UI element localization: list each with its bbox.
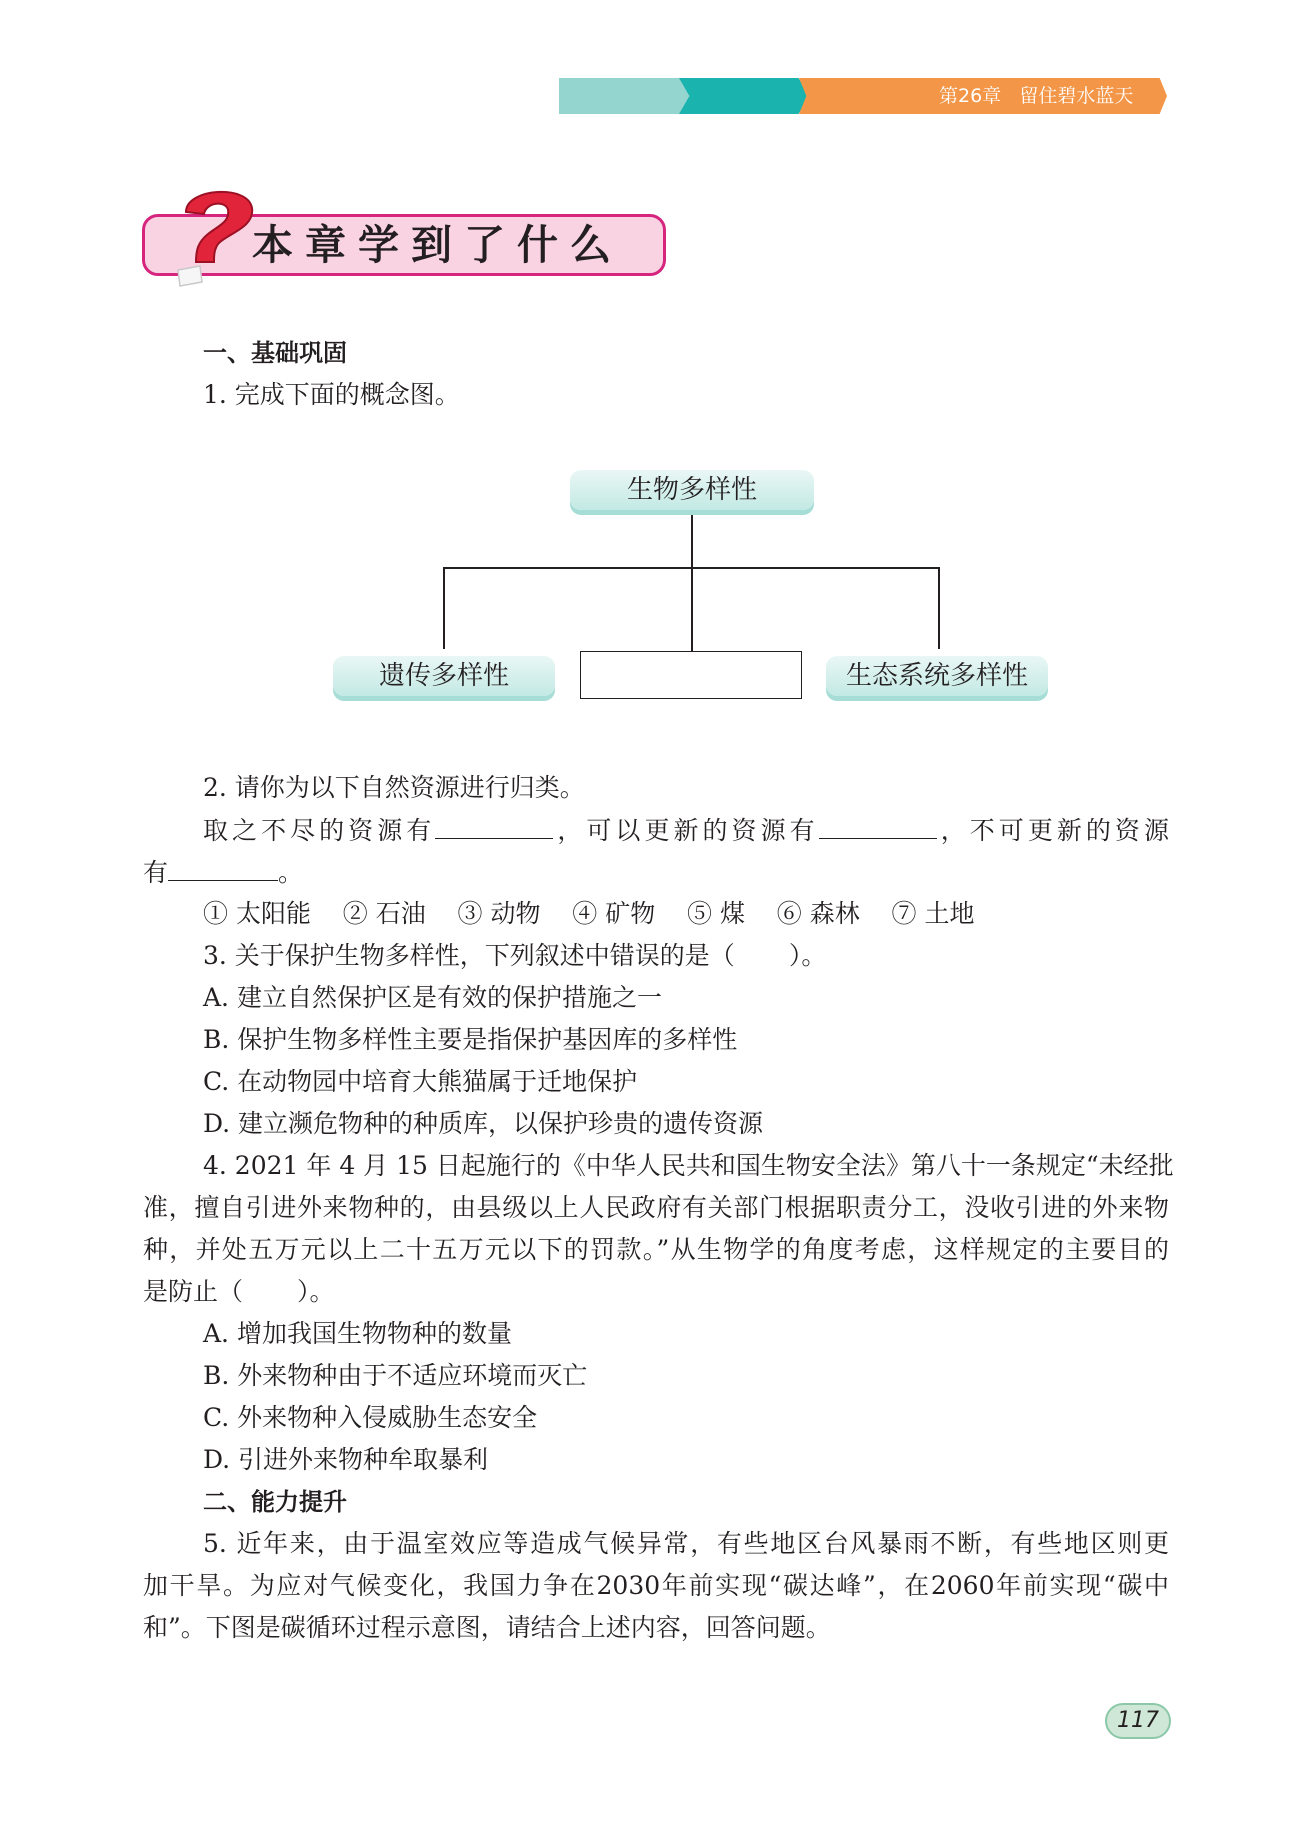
question-4-line-3: 种，并处五万元以上二十五万元以下的罚款。”从生物学的角度考虑，这样规定的主要目的 xyxy=(143,1235,1169,1264)
question-1-text: 1. 完成下面的概念图。 xyxy=(203,380,460,409)
q2-label-renewable: ，可以更新的资源有 xyxy=(553,816,819,845)
resource-option-2: ② 石油 xyxy=(342,899,426,928)
q4-option-b[interactable]: B. 外来物种由于不适应环境而灭亡 xyxy=(203,1361,588,1390)
question-2-line-1 xyxy=(203,814,1169,847)
ribbon-segment-light xyxy=(559,78,689,114)
answer-blank-inexhaustible[interactable] xyxy=(435,814,553,839)
resource-option-4: ④ 矿物 xyxy=(572,899,656,928)
question-mark-icon xyxy=(156,178,266,288)
chapter-header-text xyxy=(939,78,1133,114)
question-4-last-text: 是防止（ xyxy=(143,1277,244,1306)
question-5-line-2: 加干旱。为应对气候变化，我国力争在2030年前实现“碳达峰”，在2060年前实现“碳中 xyxy=(143,1571,1169,1600)
answer-blank-renewable[interactable] xyxy=(819,814,937,839)
connector-middle xyxy=(691,567,693,651)
banner-title: 本章学到了什么 xyxy=(252,221,623,269)
q2-label-period: 。 xyxy=(278,858,304,887)
answer-blank-nonrenewable[interactable] xyxy=(168,856,278,881)
concept-node-root: 生物多样性 xyxy=(570,470,814,510)
resource-option-1: ① 太阳能 xyxy=(203,899,311,928)
q4-option-c[interactable]: C. 外来物种入侵威胁生态安全 xyxy=(203,1403,538,1432)
q3-option-d[interactable]: D. 建立濒危物种的种质库，以保护珍贵的遗传资源 xyxy=(203,1109,764,1138)
section-heading-ability: 二、能力提升 xyxy=(203,1488,347,1516)
page-number: 117 xyxy=(1105,1703,1171,1739)
question-5-line-1: 5. 近年来，由于温室效应等造成气候异常，有些地区台风暴雨不断，有些地区则更 xyxy=(203,1529,1169,1558)
q3-option-c[interactable]: C. 在动物园中培育大熊猫属于迁地保护 xyxy=(203,1067,638,1096)
question-3-stem-end: ）。 xyxy=(788,941,827,970)
question-2-line-2 xyxy=(143,856,303,889)
question-4-line-2: 准，擅自引进外来物种的，由县级以上人民政府有关部门根据职责分工，没收引进的外来物 xyxy=(143,1193,1169,1222)
resource-option-5: ⑤ 煤 xyxy=(687,899,745,928)
question-4-line-1: 4. 2021 年 4 月 15 日起施行的《中华人民共和国生物安全法》第八十一条规定“未经批 xyxy=(203,1151,1174,1180)
q2-label-inexhaustible: 取之不尽的资源有 xyxy=(203,816,436,845)
question-3-stem-text: 3. 关于保护生物多样性，下列叙述中错误的是（ xyxy=(203,941,735,970)
q2-label-have: 有 xyxy=(143,858,169,887)
resource-options xyxy=(203,898,974,930)
concept-node-ecosystem: 生态系统多样性 xyxy=(826,656,1048,696)
q2-label-nonrenewable: ，不可更新的资源 xyxy=(936,816,1169,845)
chapter-title: 留住碧水蓝天 xyxy=(1019,85,1134,107)
section-heading-basic: 一、基础巩固 xyxy=(203,339,347,367)
resource-option-3: ③ 动物 xyxy=(457,899,541,928)
connector-left xyxy=(443,567,445,649)
chapter-number: 第26章 xyxy=(939,85,1002,107)
resource-option-6: ⑥ 森林 xyxy=(776,899,860,928)
q4-option-d[interactable]: D. 引进外来物种牟取暴利 xyxy=(203,1445,489,1474)
concept-node-genetic: 遗传多样性 xyxy=(333,656,555,696)
q4-option-a[interactable]: A. 增加我国生物物种的数量 xyxy=(203,1319,512,1348)
question-2-text: 2. 请你为以下自然资源进行归类。 xyxy=(203,773,585,802)
q3-option-a[interactable]: A. 建立自然保护区是有效的保护措施之一 xyxy=(203,983,662,1012)
connector-right xyxy=(938,567,940,649)
ribbon-segment-teal xyxy=(679,78,809,114)
chapter-header-ribbon xyxy=(559,78,1167,114)
resource-option-7: ⑦ 土地 xyxy=(891,899,975,928)
question-4-last-end: ）。 xyxy=(297,1277,335,1306)
concept-node-blank[interactable] xyxy=(580,651,802,699)
question-5-line-3: 和”。下图是碳循环过程示意图，请结合上述内容，回答问题。 xyxy=(143,1613,831,1642)
connector-root-vertical xyxy=(691,510,693,568)
question-3-stem xyxy=(203,940,826,972)
question-4-line-4 xyxy=(143,1276,335,1308)
q3-option-b[interactable]: B. 保护生物多样性主要是指保护基因库的多样性 xyxy=(203,1025,738,1054)
